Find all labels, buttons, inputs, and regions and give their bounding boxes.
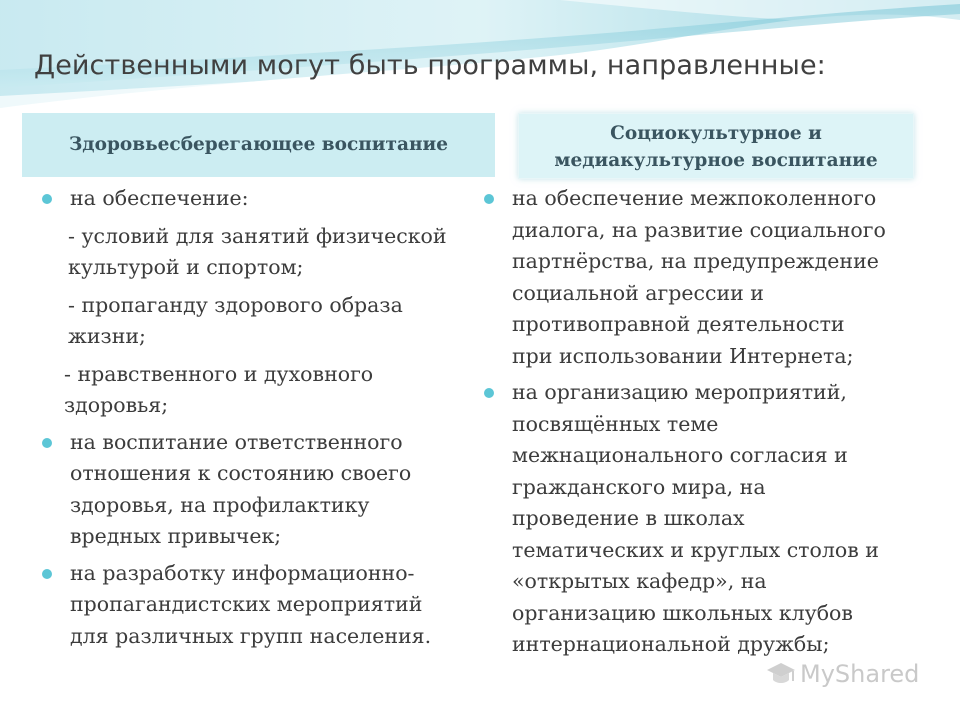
list-item: на воспитание ответственного отношения к состоянию своего здоровья, на профилактику вредных привычек; xyxy=(40,427,480,553)
list-subitem: - пропаганду здорового образа жизни; xyxy=(68,292,403,348)
list-subitem: - условий для занятий физической культурой и спортом; xyxy=(68,223,447,279)
left-column-heading: Здоровьесберегающее воспитание xyxy=(22,113,495,177)
watermark-text: MyShared xyxy=(800,660,920,688)
list-item: на обеспечение межпоколенного диалога, на развитие социального партнёрства, на предупреждение социальной агрессии и противоправной деятельности при использовании Интернета; xyxy=(482,183,932,372)
right-column-list xyxy=(482,183,932,661)
mortarboard-logo-icon xyxy=(766,661,796,687)
list-item: на обеспечение: xyxy=(40,183,480,215)
right-column-heading xyxy=(518,113,914,179)
watermark xyxy=(766,660,919,688)
list-item: на организацию мероприятий, посвящённых теме межнационального согласия и гражданского мира, на проведение в школах тематических и круглых столов и «открытых кафедр», на организацию школьных клубов интернациональной дружбы; xyxy=(482,377,932,661)
right-heading-line-1: Социокультурное и xyxy=(610,123,822,144)
left-column-list xyxy=(40,183,480,652)
list-item: на разработку информационно- пропагандистских мероприятий для различных групп населения. xyxy=(40,558,480,653)
list-subitem: - нравственного и духовного здоровья; xyxy=(64,361,374,417)
right-heading-line-2: медиакультурное воспитание xyxy=(554,150,878,171)
slide-title: Действенными могут быть программы, направленные: xyxy=(34,50,826,81)
